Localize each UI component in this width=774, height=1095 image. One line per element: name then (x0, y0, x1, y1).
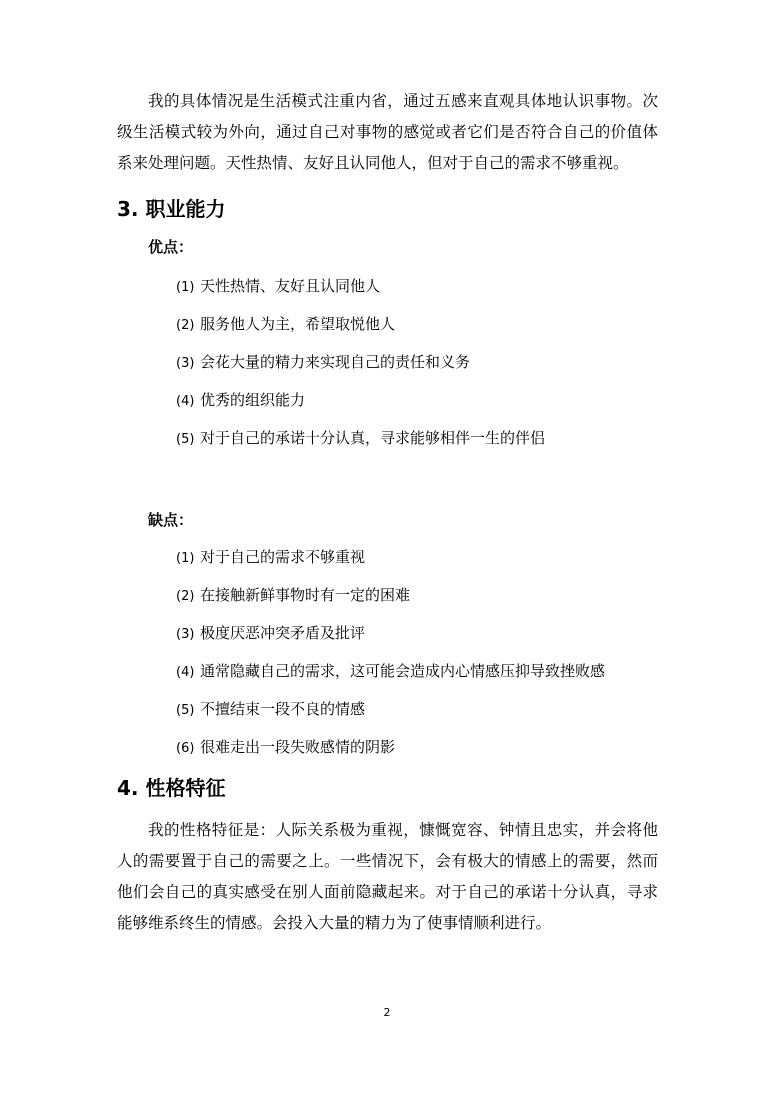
list-item (176, 661, 605, 699)
list-item (176, 699, 605, 737)
strengths-list (176, 276, 545, 466)
section-4-paragraph: 我的性格特征是：人际关系极为重视，慷慨宽容、钟情且忠实，并会将他人的需要置于自己的需要之上。一些情况下，会有极大的情感上的需要，然而他们会自己的真实感受在别人面前隐藏起来。对于自己的承诺十分认真，寻求能够维系终生的情感。会投入大量的精力为了使事情顺利进行。 (117, 821, 658, 932)
list-text: 极度厌恶冲突矛盾及批评 (200, 624, 366, 642)
list-text: 优秀的组织能力 (200, 391, 306, 409)
list-number: (4) (176, 665, 195, 680)
list-item (176, 352, 545, 390)
list-text: 会花大量的精力来实现自己的责任和义务 (200, 353, 471, 371)
page-number: 2 (383, 1006, 391, 1019)
list-number: (1) (176, 280, 195, 295)
list-number: (5) (176, 703, 195, 718)
list-number: (3) (176, 356, 195, 371)
weaknesses-label: 缺点： (148, 511, 194, 529)
list-text: 在接触新鲜事物时有一定的困难 (200, 586, 411, 604)
list-number: (2) (176, 589, 195, 604)
list-text: 天性热情、友好且认同他人 (200, 277, 381, 295)
intro-paragraph: 我的具体情况是生活模式注重内省，通过五感来直观具体地认识事物。次级生活模式较为外向，通过自己对事物的感觉或者它们是否符合自己的价值体系来处理问题。天性热情、友好且认同他人，但对于自己的需求不够重视。 (117, 92, 658, 172)
section-3-heading: 3. 职业能力 (117, 197, 226, 221)
weaknesses-list (176, 547, 605, 775)
list-text: 通常隐藏自己的需求，这可能会造成内心情感压抑导致挫败感 (200, 662, 606, 680)
list-item (176, 428, 545, 466)
list-text: 服务他人为主，希望取悦他人 (200, 315, 396, 333)
list-item (176, 585, 605, 623)
list-number: (2) (176, 318, 195, 333)
list-text: 对于自己的承诺十分认真，寻求能够相伴一生的伴侣 (200, 429, 546, 447)
list-item (176, 623, 605, 661)
list-item (176, 314, 545, 352)
list-number: (1) (176, 551, 195, 566)
list-number: (6) (176, 741, 195, 756)
list-item (176, 390, 545, 428)
list-text: 不擅结束一段不良的情感 (200, 700, 366, 718)
section-4-heading: 4. 性格特征 (117, 776, 226, 800)
list-number: (5) (176, 432, 195, 447)
strengths-label: 优点： (148, 238, 194, 256)
list-item (176, 276, 545, 314)
list-item (176, 547, 605, 585)
list-number: (3) (176, 627, 195, 642)
list-text: 很难走出一段失败感情的阴影 (200, 738, 396, 756)
list-item (176, 737, 605, 775)
list-text: 对于自己的需求不够重视 (200, 548, 366, 566)
list-number: (4) (176, 394, 195, 409)
